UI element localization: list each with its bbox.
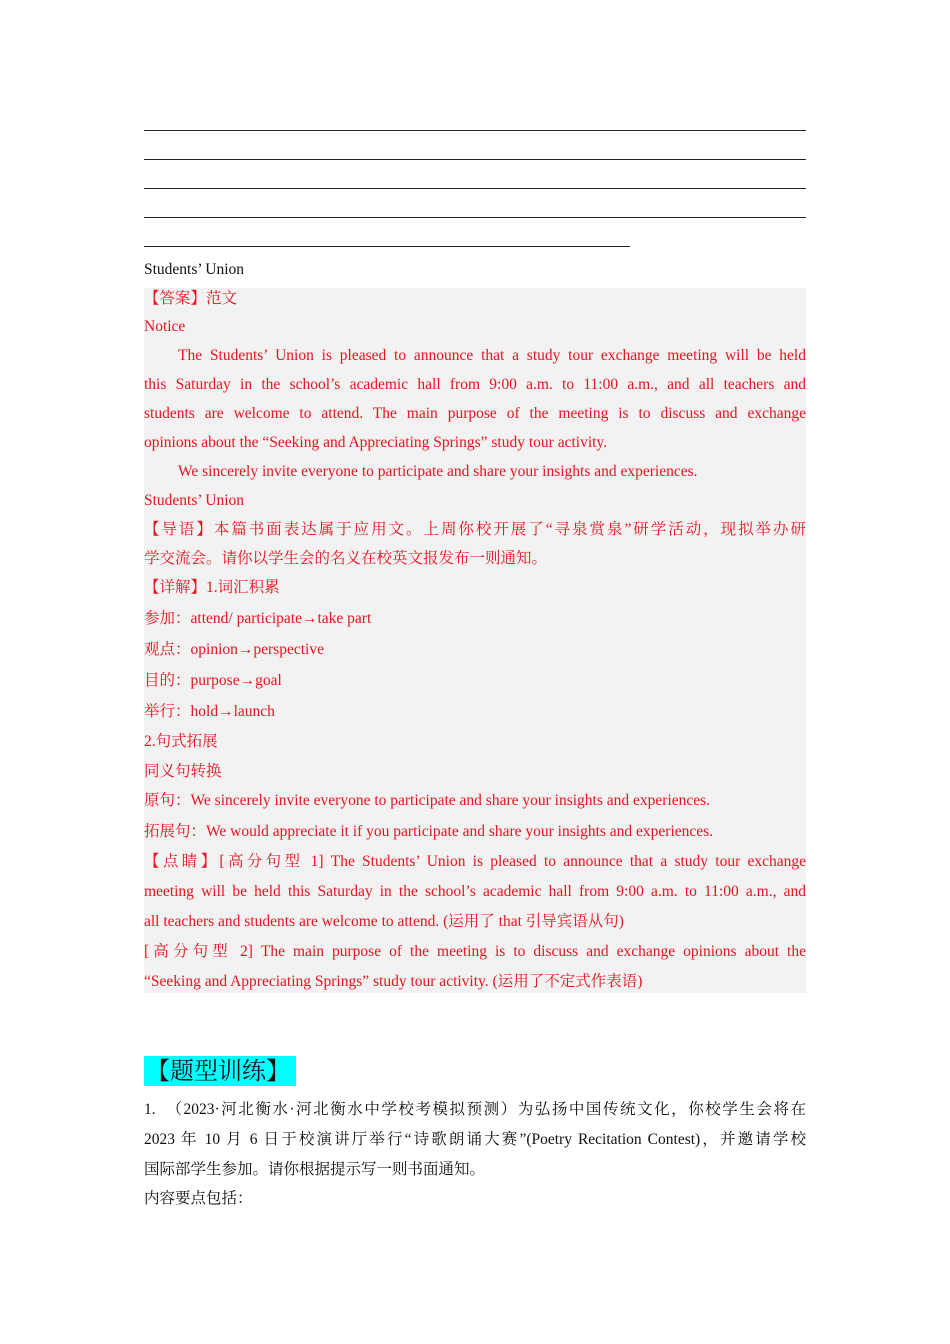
highlight-line: “Seeking and Appreciating Springs” study tour activity. (运用了不定式作表语) xyxy=(144,973,643,990)
answer-label: 【答案】 xyxy=(144,290,207,307)
vocab-en: attend/ participate xyxy=(190,610,302,627)
original-text: We sincerely invite everyone to participate and share your insights and experiences. xyxy=(190,792,711,809)
original-label: 原句： xyxy=(144,792,191,809)
blank-writing-line xyxy=(144,188,806,189)
detail-heading xyxy=(144,577,806,599)
question-line: 2023 年 10 月 6 日于校演讲厅举行“诗歌朗诵大赛”(Poetry Recitation Contest)，并邀请学校 xyxy=(144,1131,806,1148)
arrow-icon: → xyxy=(237,641,254,658)
vocab-cn: 参加： xyxy=(144,610,191,627)
extended-sentence xyxy=(144,821,806,843)
vocab-cn: 观点： xyxy=(144,641,191,658)
blank-writing-line xyxy=(144,217,806,218)
vocab-item xyxy=(144,701,806,723)
vocab-to: perspective xyxy=(253,641,324,658)
highlight-line xyxy=(144,851,806,873)
vocab-en: hold xyxy=(190,703,219,720)
highlight-text: [高分句型 1] The Students’ Union is pleased to announce that a study tour exchange xyxy=(219,853,806,870)
notice-paragraph-2: We sincerely invite everyone to participate and share your insights and experiences. xyxy=(178,463,698,480)
vocab-item xyxy=(144,639,806,661)
question-line: 国际部学生参加。请你根据提示写一则书面通知。 xyxy=(144,1161,486,1178)
highlight-label: 【点睛】 xyxy=(144,853,220,870)
vocab-item xyxy=(144,608,806,630)
answer-label-text: 范文 xyxy=(206,290,238,307)
question-line: 内容要点包括： xyxy=(144,1190,253,1207)
highlight-line: meeting will be held this Saturday in the school’s academic hall from 9:00 a.m. to 11:00 a.m., and xyxy=(144,883,806,900)
arrow-icon: → xyxy=(239,672,256,689)
detail-heading1: 1.词汇积累 xyxy=(206,579,280,596)
vocab-item xyxy=(144,670,806,692)
vocab-to: launch xyxy=(233,703,275,720)
notice-paragraph-line: this Saturday in the school’s academic hall from 9:00 a.m. to 11:00 a.m., and all teachers and xyxy=(144,376,806,393)
extended-label: 拓展句： xyxy=(144,823,207,840)
vocab-en: purpose xyxy=(190,672,240,689)
vocab-en: opinion xyxy=(190,641,238,658)
signature-top: Students’ Union xyxy=(144,261,245,278)
highlight-line: all teachers and students are welcome to attend. (运用了 that 引导宾语从句) xyxy=(144,913,624,930)
detail-subheading: 同义句转换 xyxy=(144,763,222,780)
guide-line xyxy=(144,519,806,541)
answer-heading xyxy=(144,288,806,310)
arrow-icon: → xyxy=(301,610,318,627)
detail-label: 【详解】 xyxy=(144,579,207,596)
notice-signature: Students’ Union xyxy=(144,492,245,509)
vocab-to: take part xyxy=(317,610,372,627)
section-title: 【题型训练】 xyxy=(144,1056,296,1086)
guide-label: 【导语】 xyxy=(144,521,214,538)
notice-title: Notice xyxy=(144,318,186,335)
vocab-to: goal xyxy=(255,672,282,689)
question-line: 1. （2023·河北衡水·河北衡水中学校考模拟预测）为弘扬中国传统文化，你校学生会将在 xyxy=(144,1101,806,1118)
notice-paragraph-line: opinions about the “Seeking and Appreciating Springs” study tour activity. xyxy=(144,434,608,451)
arrow-icon: → xyxy=(218,703,234,720)
guide-line: 学交流会。请你以学生会的名义在校英文报发布一则通知。 xyxy=(144,550,548,567)
notice-paragraph-line: The Students’ Union is pleased to announce that a study tour exchange meeting will be held xyxy=(178,347,806,364)
vocab-cn: 目的： xyxy=(144,672,191,689)
notice-paragraph-line: students are welcome to attend. The main purpose of the meeting is to discuss and exchange xyxy=(144,405,806,422)
detail-heading2: 2.句式拓展 xyxy=(144,733,218,750)
highlight-line: [高分句型 2] The main purpose of the meeting is to discuss and exchange opinions about the xyxy=(144,943,806,960)
extended-text: We would appreciate it if you participate and share your insights and experiences. xyxy=(206,823,714,840)
blank-writing-line xyxy=(144,246,630,247)
vocab-cn: 举行： xyxy=(144,703,191,720)
original-sentence xyxy=(144,790,806,812)
blank-writing-line xyxy=(144,159,806,160)
blank-writing-line xyxy=(144,130,806,131)
guide-text: 本篇书面表达属于应用文。上周你校开展了“寻泉赏泉”研学活动，现拟举办研 xyxy=(213,521,806,538)
